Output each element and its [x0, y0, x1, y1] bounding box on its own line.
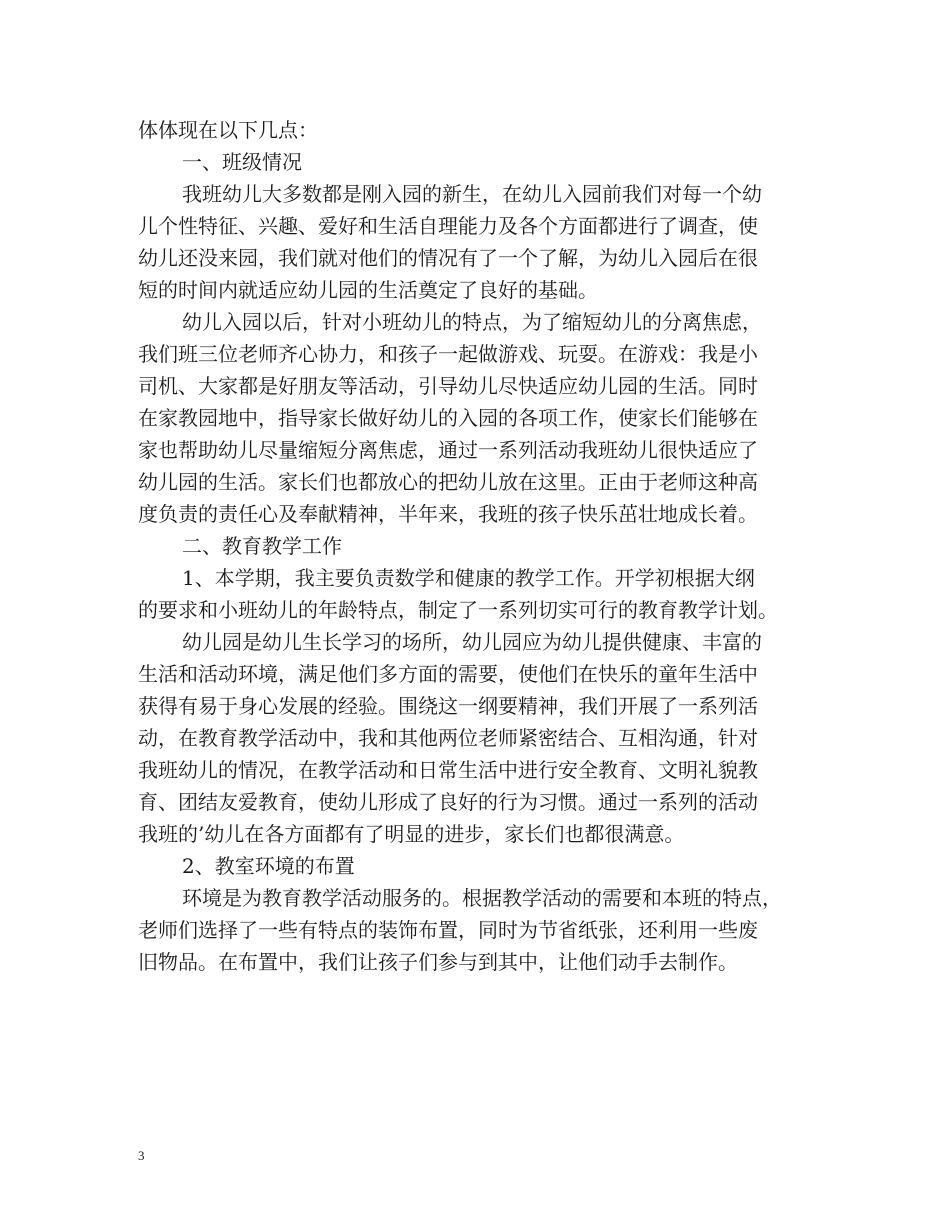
text-line: 获得有易于身心发展的经验。围绕这一纲要精神，我们开展了一系列活 [138, 694, 758, 718]
text-line: 旧物品。在布置中，我们让孩子们参与到其中，让他们动手去制作。 [138, 950, 738, 974]
text-line: 家也帮助幼儿尽量缩短分离焦虑，通过一系列活动我班幼儿很快适应了 [138, 438, 758, 462]
page-number: 3 [138, 1148, 145, 1163]
text-line: 我班的’幼儿在各方面都有了明显的进步，家长们也都很满意。 [138, 822, 685, 846]
text-line: 幼儿园的生活。家长们也都放心的把幼儿放在这里。正由于老师这种高 [138, 470, 758, 494]
text-line: 在家教园地中，指导家长做好幼儿的入园的各项工作，使家长们能够在 [138, 406, 758, 430]
text-line: 幼儿入园以后，针对小班幼儿的特点，为了缩短幼儿的分离焦虑， [182, 310, 762, 334]
text-line: 幼儿还没来园，我们就对他们的情况有了一个了解，为幼儿入园后在很 [138, 246, 758, 270]
text-line: 我们班三位老师齐心协力，和孩子一起做游戏、玩耍。在游戏：我是小 [138, 342, 758, 366]
text-line: 老师们选择了一些有特点的装饰布置，同时为节省纸张，还利用一些废 [138, 918, 758, 942]
text-line: 1、本学期，我主要负责数学和健康的教学工作。开学初根据大纲 [182, 566, 755, 590]
text-line: 生活和活动环境，满足他们多方面的需要，使他们在快乐的童年生活中 [138, 662, 758, 686]
text-line: 我班幼儿的情况，在教学活动和日常生活中进行安全教育、文明礼貌教 [138, 758, 758, 782]
text-line: 环境是为教育教学活动服务的。根据教学活动的需要和本班的特点， [182, 886, 782, 910]
text-line: 动，在教育教学活动中，我和其他两位老师紧密结合、互相沟通，针对 [138, 726, 758, 750]
text-line: 短的时间内就适应幼儿园的生活奠定了良好的基础。 [138, 278, 598, 302]
text-line: 2、教室环境的布置 [182, 854, 355, 878]
text-line: 度负责的责任心及奉献精神，半年来，我班的孩子快乐茁壮地成长着。 [138, 502, 758, 526]
text-line: 儿个性特征、兴趣、爱好和生活自理能力及各个方面都进行了调查，使 [138, 214, 758, 238]
text-line: 幼儿园是幼儿生长学习的场所，幼儿园应为幼儿提供健康、丰富的 [182, 630, 762, 654]
document-body [138, 114, 818, 978]
text-line: 育、团结友爱教育，使幼儿形成了良好的行为习惯。通过一系列的活动 [138, 790, 758, 814]
text-line: 体体现在以下几点： [138, 118, 318, 142]
text-line: 二、教育教学工作 [182, 534, 342, 558]
text-line: 一、班级情况 [182, 150, 302, 174]
text-line: 司机、大家都是好朋友等活动，引导幼儿尽快适应幼儿园的生活。同时 [138, 374, 758, 398]
text-line: 我班幼儿大多数都是刚入园的新生，在幼儿入园前我们对每一个幼 [182, 182, 762, 206]
text-line: 的要求和小班幼儿的年龄特点，制定了一系列切实可行的教育教学计划。 [138, 598, 778, 622]
